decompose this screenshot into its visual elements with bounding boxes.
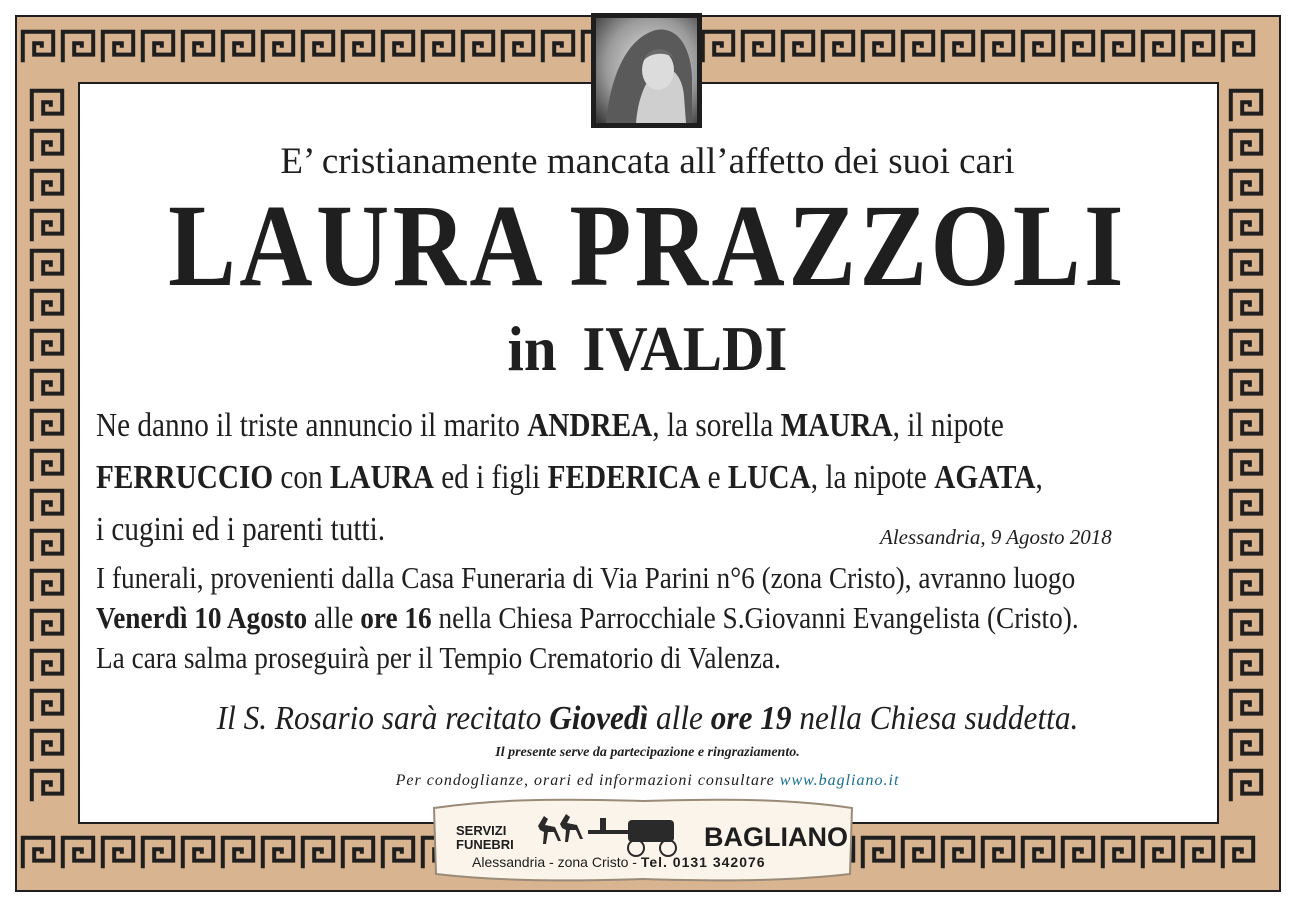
funeral-line-1: I funerali, provenienti dalla Casa Funeraria di Via Parini n°6 (zona Cristo), avranno luogo	[96, 560, 1076, 595]
relative-name: ANDREA	[527, 407, 653, 444]
text: ed i figli	[433, 459, 548, 496]
text: alle	[307, 600, 361, 635]
relative-name: LAURA	[329, 459, 434, 496]
rosary-line	[52, 700, 1243, 738]
place-date: Alessandria, 9 Agosto 2018	[880, 525, 1112, 549]
announcement-line-3: i cugini ed i parenti tutti.	[96, 511, 386, 548]
rosary-time: ore 19	[710, 700, 792, 737]
funeral-line-3: La cara salma proseguirà per il Tempio Crematorio di Valenza.	[96, 640, 781, 675]
funeral-paragraph	[96, 558, 1079, 678]
thanks-line: Il presente serve da partecipazione e ringraziamento.	[495, 745, 800, 760]
logo-address: Alessandria - zona Cristo -	[472, 854, 641, 870]
madonna-icon	[596, 18, 697, 123]
logo-servizi: SERVIZI	[456, 823, 507, 838]
deceased-name: LAURA PRAZZOLI	[168, 180, 1127, 311]
logo-services	[456, 824, 514, 852]
announcement-line-2	[96, 452, 1043, 504]
text: alle	[648, 700, 711, 737]
married-name: IVALDI	[582, 313, 788, 384]
contacts-line	[0, 772, 1295, 790]
text: Il S. Rosario sarà recitato	[216, 700, 550, 737]
logo-phone: Tel. 0131 342076	[640, 854, 766, 870]
text: , la nipote	[810, 459, 935, 496]
text: ,	[1035, 459, 1043, 496]
rosary-day: Giovedì	[549, 700, 649, 737]
funeral-time: ore 16	[360, 600, 432, 635]
funeral-line-2	[96, 598, 1079, 638]
text: nella Chiesa suddetta.	[791, 700, 1079, 737]
relative-name: FEDERICA	[547, 459, 701, 496]
announcement-line-1	[96, 400, 1043, 452]
logo-address-line	[472, 854, 766, 870]
intro-line: E’ cristianamente mancata all’affetto dei suoi cari	[280, 141, 1015, 182]
relative-name: LUCA	[727, 459, 811, 496]
website-link[interactable]: www.bagliano.it	[779, 772, 900, 789]
relative-name: FERRUCCIO	[96, 459, 274, 496]
text: nella Chiesa Parrocchiale S.Giovanni Evangelista (Cristo).	[431, 600, 1079, 635]
text: Ne danno il triste annuncio il marito	[96, 407, 528, 444]
married-prefix: in	[507, 313, 557, 384]
logo-funebri: FUNEBRI	[456, 837, 514, 852]
text: , il nipote	[892, 407, 1004, 444]
text: , la sorella	[652, 407, 781, 444]
relative-name: MAURA	[780, 407, 893, 444]
relative-name: AGATA	[934, 459, 1036, 496]
text: e	[700, 459, 728, 496]
logo-brand: BAGLIANO	[704, 822, 848, 852]
funeral-home-logo	[428, 796, 858, 883]
text: Per condoglianze, orari ed informazioni consultare	[395, 772, 780, 789]
married-name-line	[52, 313, 1243, 384]
text: con	[273, 459, 330, 496]
madonna-photo	[591, 13, 702, 128]
funeral-day: Venerdì 10 Agosto	[96, 600, 308, 635]
